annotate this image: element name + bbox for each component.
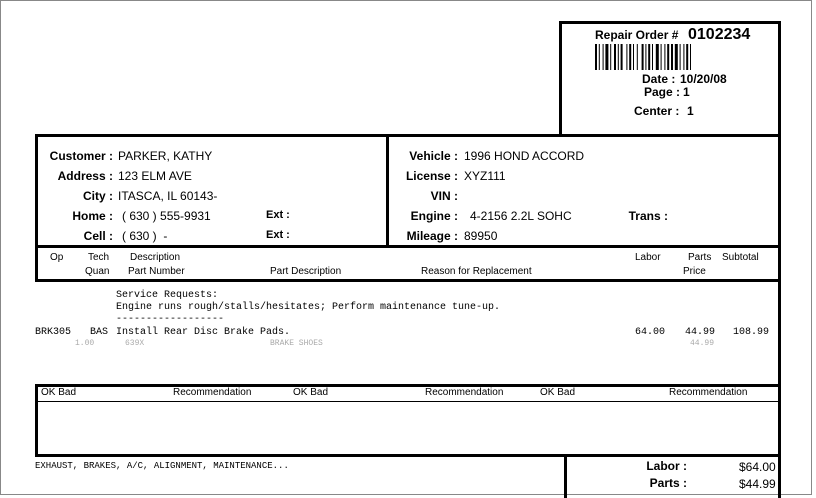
barcode-bar bbox=[633, 44, 634, 70]
barcode-bar bbox=[626, 44, 627, 70]
col-quan: Quan bbox=[85, 266, 110, 277]
barcode-bar bbox=[618, 44, 619, 70]
line-description: Install Rear Disc Brake Pads. bbox=[116, 327, 291, 338]
customer-vehicle-box bbox=[35, 134, 781, 248]
barcode-bar bbox=[671, 44, 673, 70]
parts-total: $44.99 bbox=[739, 477, 776, 491]
ok-bad-2: OK Bad bbox=[293, 387, 329, 398]
barcode-bar bbox=[629, 44, 631, 70]
labor-total: $64.00 bbox=[739, 460, 776, 474]
vehicle-label: Vehicle : bbox=[409, 149, 458, 163]
barcode-bar bbox=[648, 44, 650, 70]
line-subtotal: 108.99 bbox=[733, 327, 770, 338]
barcode-bar bbox=[642, 44, 644, 70]
barcode-bar bbox=[686, 44, 688, 70]
col-labor: Labor bbox=[635, 252, 661, 263]
address-value: 123 ELM AVE bbox=[118, 169, 192, 183]
part-description: BRAKE SHOES bbox=[270, 339, 323, 348]
page-label: Page : bbox=[644, 85, 681, 99]
license-value: XYZ111 bbox=[464, 169, 506, 183]
tech-code: BAS bbox=[90, 327, 109, 338]
mileage-value: 89950 bbox=[464, 229, 498, 243]
barcode-bar bbox=[595, 44, 597, 70]
barcode-bar bbox=[675, 44, 678, 70]
page-value: 1 bbox=[683, 85, 690, 99]
address-label: Address : bbox=[57, 169, 113, 183]
labor-total-label: Labor : bbox=[646, 459, 687, 473]
ok-bad-3: OK Bad bbox=[540, 387, 576, 398]
repair-order-header-box bbox=[559, 21, 781, 137]
barcode-bar bbox=[652, 44, 653, 70]
col-op: Op bbox=[50, 252, 64, 263]
trans-label: Trans : bbox=[628, 209, 668, 223]
barcode-bar bbox=[621, 44, 623, 70]
part-number: 639X bbox=[125, 339, 145, 348]
recommendation-1: Recommendation bbox=[173, 387, 252, 398]
ok-bad-1: OK Bad bbox=[41, 387, 77, 398]
barcode-bar bbox=[645, 44, 646, 70]
col-part-description: Part Description bbox=[270, 266, 342, 277]
barcode-bar bbox=[661, 44, 662, 70]
line-parts: 44.99 bbox=[685, 327, 716, 338]
barcode-bar bbox=[603, 44, 604, 70]
col-description: Description bbox=[130, 252, 181, 263]
engine-value: 4-2156 2.2L SOHC bbox=[470, 209, 572, 223]
barcode-bar bbox=[610, 44, 611, 70]
center-label: Center : bbox=[634, 104, 680, 118]
customer-name: PARKER, KATHY bbox=[118, 149, 213, 163]
mileage-label: Mileage : bbox=[406, 229, 458, 243]
recommendation-2: Recommendation bbox=[425, 387, 504, 398]
barcode-bar bbox=[656, 44, 659, 70]
col-part-number: Part Number bbox=[128, 266, 185, 277]
service-requests-heading: Service Requests: bbox=[116, 290, 219, 301]
cell-label: Cell : bbox=[83, 229, 113, 243]
recommendation-3: Recommendation bbox=[669, 387, 748, 398]
col-subtotal: Subtotal bbox=[722, 252, 759, 263]
barcode-bar bbox=[637, 44, 638, 70]
barcode bbox=[595, 44, 725, 70]
date-label: Date : bbox=[642, 72, 676, 86]
home-label: Home : bbox=[72, 209, 113, 223]
city-value: ITASCA, IL 60143- bbox=[118, 189, 218, 203]
column-headers bbox=[35, 245, 781, 282]
barcode-bar bbox=[605, 44, 608, 70]
engine-label: Engine : bbox=[410, 209, 458, 223]
customer-label: Customer : bbox=[49, 149, 113, 163]
service-request: Engine runs rough/stalls/hesitates; Perform maintenance tune-up. bbox=[116, 302, 501, 313]
col-parts: Parts bbox=[688, 252, 712, 263]
vehicle-value: 1996 HOND ACCORD bbox=[464, 149, 585, 163]
barcode-bar bbox=[599, 44, 600, 70]
separator: ------------------ bbox=[116, 314, 225, 325]
cell-phone: ( 630 ) - bbox=[122, 229, 168, 243]
totals-box bbox=[564, 454, 781, 498]
line-labor: 64.00 bbox=[635, 327, 666, 338]
date-value: 10/20/08 bbox=[680, 72, 727, 86]
barcode-bar bbox=[614, 44, 616, 70]
parts-total-label: Parts : bbox=[649, 476, 687, 490]
op-code: BRK305 bbox=[35, 327, 72, 338]
recommendation-rule bbox=[38, 401, 778, 402]
part-quantity: 1.00 bbox=[75, 339, 95, 348]
home-phone: ( 630 ) 555-9931 bbox=[122, 209, 211, 223]
license-label: License : bbox=[405, 169, 458, 183]
repair-order-label: Repair Order # bbox=[595, 28, 679, 42]
barcode-bar bbox=[683, 44, 684, 70]
barcode-bar bbox=[664, 44, 665, 70]
vin-label: VIN : bbox=[430, 189, 458, 203]
recommendations-box bbox=[35, 384, 781, 457]
repair-order-number: 0102234 bbox=[688, 26, 751, 43]
col-tech: Tech bbox=[88, 252, 110, 263]
barcode-bar bbox=[667, 44, 669, 70]
col-reason: Reason for Replacement bbox=[421, 266, 532, 277]
service-categories: EXHAUST, BRAKES, A/C, ALIGNMENT, MAINTENANCE... bbox=[35, 461, 289, 471]
part-price: 44.99 bbox=[690, 339, 715, 348]
barcode-bar bbox=[690, 44, 691, 70]
home-ext-label: Ext : bbox=[266, 209, 290, 221]
center-value: 1 bbox=[687, 104, 694, 118]
city-label: City : bbox=[83, 189, 113, 203]
barcode-bar bbox=[680, 44, 681, 70]
col-price: Price bbox=[683, 266, 706, 277]
line-items-box bbox=[35, 279, 781, 387]
cell-ext-label: Ext : bbox=[266, 229, 290, 241]
